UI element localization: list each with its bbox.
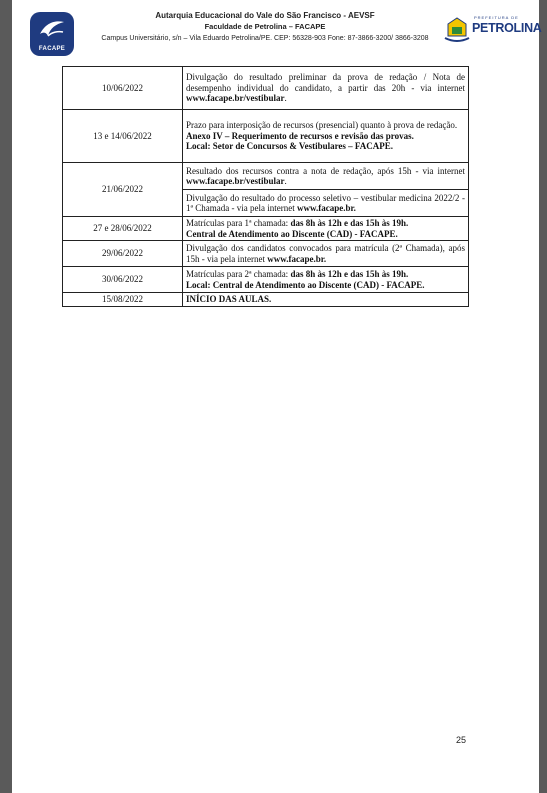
row-text: Matrículas para 1ª chamada:: [186, 218, 291, 228]
prefeitura-label: PREFEITURA DE: [474, 15, 519, 20]
row-text: Divulgação do resultado preliminar da prova de redação / Nota de desempenho individual do candidato, a partir das 20h - via internet: [186, 72, 465, 93]
table-row: [63, 217, 469, 241]
table-row: [63, 241, 469, 267]
date-cell: 13 e 14/06/2022: [63, 110, 183, 163]
city-emblem-icon: [442, 14, 472, 48]
classes-start-text: INÍCIO DAS AULAS.: [186, 294, 272, 305]
row-text: Prazo para interposição de recursos (presencial) quanto à prova de redação.: [186, 120, 458, 131]
date-cell: 21/06/2022: [63, 163, 183, 217]
petrolina-wordmark: PETROLINA: [472, 21, 542, 35]
letterhead: [80, 10, 450, 45]
location-text: Local: Central de Atendimento ao Discente (CAD) - FACAPE.: [186, 279, 425, 290]
description-cell: [183, 217, 469, 241]
location-text: Local: Setor de Concursos & Vestibulares – FACAPE.: [186, 141, 393, 152]
row-text: Matrículas para 2ª chamada:: [186, 269, 291, 279]
table-row: [63, 293, 469, 307]
description-cell: [183, 163, 469, 190]
schedule-hours: das 8h às 12h e das 15h às 19h.: [290, 269, 409, 279]
date-cell: 30/06/2022: [63, 267, 183, 293]
schedule-table: [62, 66, 469, 307]
date-cell: 29/06/2022: [63, 241, 183, 267]
address-line: Campus Universitário, s/n – Vila Eduardo Petrolina/PE. CEP: 56328-903 Fone: 87-3866-3200/ 3866-3208: [101, 35, 429, 42]
schedule-hours: das 8h às 12h e das 15h às 19h.: [290, 218, 409, 228]
description-cell: [183, 67, 469, 110]
website-link: www.facape.br.: [267, 253, 327, 264]
description-cell: [183, 267, 469, 293]
row-text: .: [284, 176, 287, 186]
description-cell: [183, 293, 469, 307]
description-cell: [183, 190, 469, 217]
description-cell: [183, 110, 469, 163]
institution-name: Autarquia Educacional do Vale do São Francisco - AEVSF: [155, 11, 375, 20]
table-row: [63, 110, 469, 163]
table-row: [63, 163, 469, 190]
website-link: www.facape.br/vestibular: [186, 176, 285, 186]
date-cell: 27 e 28/06/2022: [63, 217, 183, 241]
table-row: [63, 67, 469, 110]
row-text: .: [284, 93, 287, 104]
facape-logo: [30, 12, 74, 56]
document-page: [12, 0, 542, 793]
petrolina-logo: [442, 14, 542, 48]
table-row: [63, 267, 469, 293]
row-text: Divulgação dos candidatos convocados para matrícula (2ª Chamada), após 15h - via pela internet: [186, 243, 465, 264]
annex-reference: Anexo IV – Requerimento de recursos e revisão das provas.: [186, 130, 414, 141]
date-cell: 10/06/2022: [63, 67, 183, 110]
row-text: Divulgação do resultado do processo seletivo – vestibular medicina 2022/2 - 1ª Chamada - via pela internet: [186, 192, 465, 213]
facape-bird-icon: [38, 18, 66, 42]
location-text: Central de Atendimento ao Discente (CAD) - FACAPE.: [186, 228, 398, 239]
date-cell: 15/08/2022: [63, 293, 183, 307]
faculty-name: Faculdade de Petrolina – FACAPE: [204, 22, 326, 31]
page-number: 25: [456, 735, 467, 745]
row-text: Resultado dos recursos contra a nota de redação, após 15h - via internet: [186, 165, 465, 176]
facape-logo-text: FACAPE: [38, 46, 66, 52]
website-link: www.facape.br.: [296, 203, 356, 213]
website-link: www.facape.br/vestibular: [186, 93, 285, 104]
description-cell: [183, 241, 469, 267]
